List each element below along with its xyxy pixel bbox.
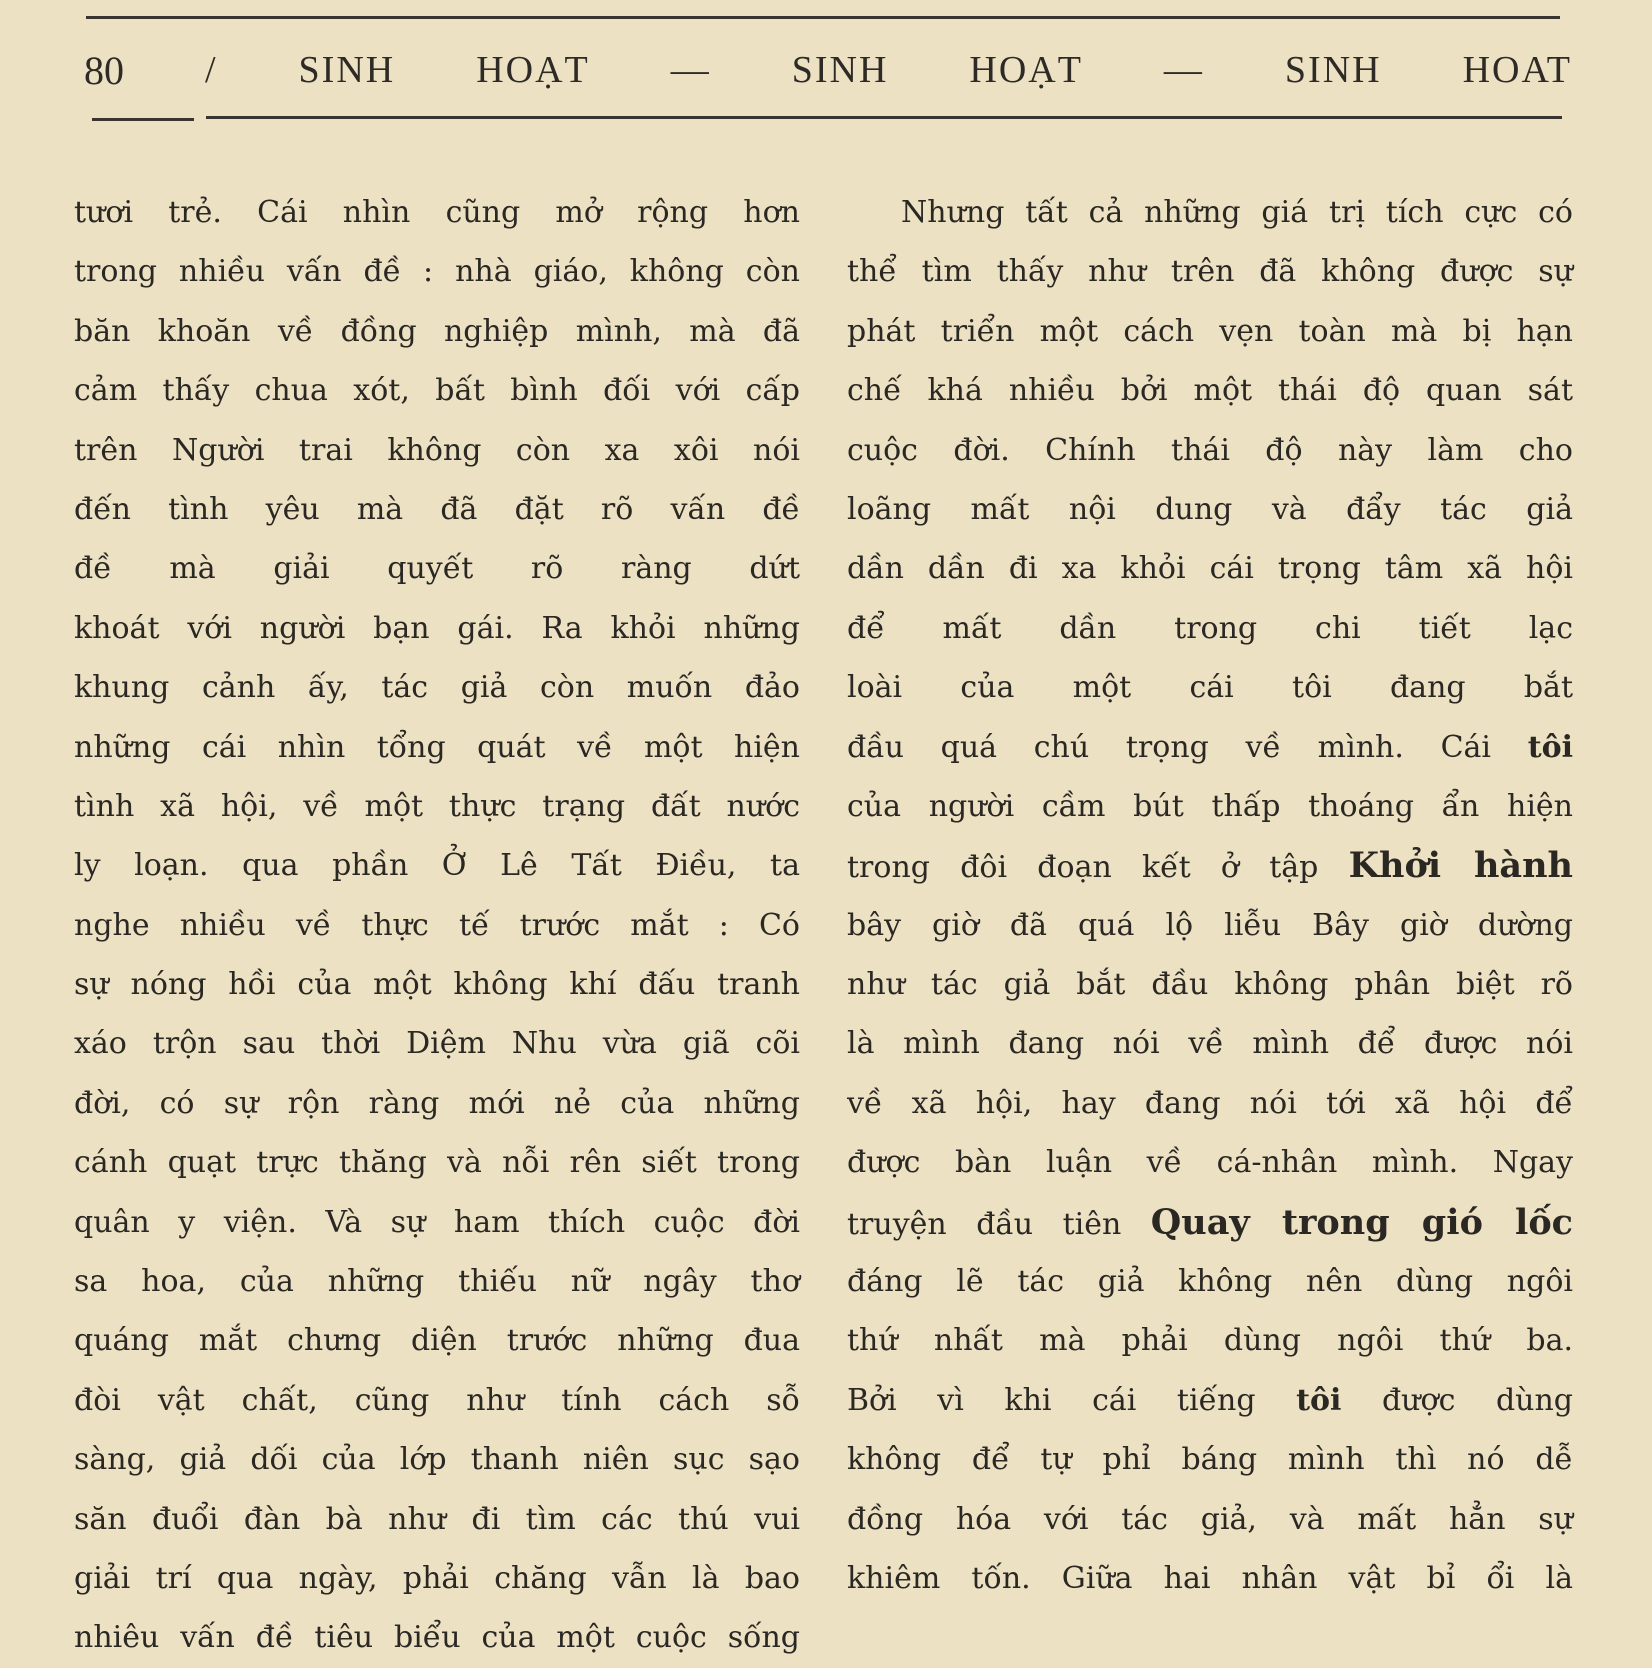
text-line: quân y viện. Và sự ham thích cuộc đời [74, 1204, 800, 1240]
text-line: để mất dần trong chi tiết lạc [847, 610, 1573, 646]
header-word: SINH [298, 49, 396, 91]
text-segment: Bởi vì khi cái tiếng [847, 1382, 1297, 1418]
emphasis-toi: tôi [1527, 729, 1573, 765]
text-line: của người cầm bút thấp thoáng ẩn hiện [847, 788, 1573, 824]
text-line: cảm thấy chua xót, bất bình đối với cấp [74, 373, 800, 409]
text-line: băn khoăn về đồng nghiệp mình, mà đã [74, 313, 800, 349]
text-segment: trong đôi đoạn kết ở tập [847, 850, 1349, 886]
text-line: xáo trộn sau thời Diệm Nhu vừa giã cõi [74, 1026, 800, 1062]
text-line: về xã hội, hay đang nói tới xã hội để [847, 1085, 1573, 1121]
text-line: đề mà giải quyết rõ ràng dứt [74, 551, 800, 587]
text-line: đáng lẽ tác giả không nên dùng ngôi [847, 1264, 1573, 1300]
text-line [847, 718, 1573, 777]
text-line: tình xã hội, về một thực trạng đất nước [74, 788, 800, 824]
text-line: loài của một cái tôi đang bắt [847, 670, 1573, 706]
book-title-khoi-hanh: Khởi hành [1348, 845, 1573, 887]
text-line: phát triển một cách vẹn toàn mà bị hạn [847, 313, 1573, 349]
text-line: đòi vật chất, cũng như tính cách sỗ [74, 1382, 800, 1418]
text-line: tươi trẻ. Cái nhìn cũng mở rộng hơn [74, 195, 800, 230]
text-line: là mình đang nói về mình để được nói [847, 1026, 1573, 1062]
header-dash: — [670, 49, 711, 91]
text-segment: đầu quá chú trọng về mình. Cái [847, 729, 1528, 765]
text-line: quáng mắt chưng diện trước những đua [74, 1323, 800, 1359]
text-line: ly loạn. qua phần Ở Lê Tất Điều, ta [74, 848, 800, 884]
text-line: sự nóng hồi của một không khí đấu tranh [74, 967, 800, 1003]
text-line: được bàn luận về cá-nhân mình. Ngay [847, 1145, 1573, 1181]
header-word: SINH [1284, 49, 1382, 91]
text-line: sàng, giả dối của lớp thanh niên sục sạo [74, 1442, 800, 1478]
text-line: giải trí qua ngày, phải chăng vẫn là bao [74, 1560, 800, 1596]
text-line: những cái nhìn tổng quát về một hiện [74, 729, 800, 765]
text-line: cuộc đời. Chính thái độ này làm cho [847, 432, 1573, 468]
text-line: săn đuổi đàn bà như đi tìm các thú vui [74, 1501, 800, 1537]
text-line: loãng mất nội dung và đẩy tác giả [847, 491, 1573, 527]
page-number: 80 [84, 47, 124, 93]
text-line: nghe nhiều về thực tế trước mắt : Có [74, 907, 800, 943]
text-line: chế khá nhiều bởi một thái độ quan sát [847, 373, 1573, 409]
text-line: dần dần đi xa khỏi cái trọng tâm xã hội [847, 551, 1573, 587]
text-line [847, 1193, 1573, 1252]
paragraph-first-line: Nhưng tất cả những giá trị tích cực có [901, 195, 1573, 230]
text-line: trên Người trai không còn xa xôi nói [74, 432, 800, 468]
text-segment: được dùng [1341, 1382, 1573, 1418]
text-line: khoát với người bạn gái. Ra khỏi những [74, 610, 800, 646]
text-line: khung cảnh ấy, tác giả còn muốn đảo [74, 670, 800, 706]
header-bottom-rule [206, 116, 1562, 119]
header-word: HOAT [1462, 49, 1572, 91]
header-word: SINH [791, 49, 889, 91]
text-line: trong nhiều vấn đề : nhà giáo, không còn [74, 254, 800, 290]
running-header [84, 42, 1572, 98]
text-line: đồng hóa với tác giả, và mất hẳn sự [847, 1501, 1573, 1537]
text-line: như tác giả bắt đầu không phân biệt rõ [847, 967, 1573, 1003]
text-line: đến tình yêu mà đã đặt rõ vấn đề [74, 491, 800, 527]
header-dash: — [1163, 49, 1204, 91]
text-line: thứ nhất mà phải dùng ngôi thứ ba. [847, 1323, 1573, 1359]
story-title-quay-trong-gio-loc: Quay trong gió lốc [1150, 1201, 1573, 1243]
text-line: sa hoa, của những thiếu nữ ngây thơ [74, 1264, 800, 1300]
emphasis-toi: tôi [1296, 1382, 1342, 1418]
text-line [847, 836, 1573, 895]
left-column [74, 183, 800, 1668]
text-line: cánh quạt trực thăng và nỗi rên siết trong [74, 1145, 800, 1181]
text-line: bây giờ đã quá lộ liễu Bây giờ dường [847, 907, 1573, 943]
text-line [847, 1371, 1573, 1430]
text-line: khiêm tốn. Giữa hai nhân vật bỉ ổi là [847, 1560, 1573, 1596]
text-line: không để tự phỉ báng mình thì nó dễ [847, 1442, 1573, 1478]
header-top-rule [86, 16, 1560, 19]
header-bottom-rule-short [92, 118, 194, 121]
text-line: đời, có sự rộn ràng mới nẻ của những [74, 1085, 800, 1121]
header-slash: / [204, 49, 218, 91]
text-line: nhiêu vấn đề tiêu biểu của một cuộc sống [74, 1620, 800, 1656]
text-line: thể tìm thấy như trên đã không được sự [847, 254, 1573, 290]
text-segment: truyện đầu tiên [847, 1206, 1151, 1242]
right-column [847, 183, 1573, 1608]
header-word: HOẠT [969, 49, 1083, 91]
header-word: HOẠT [476, 49, 590, 91]
